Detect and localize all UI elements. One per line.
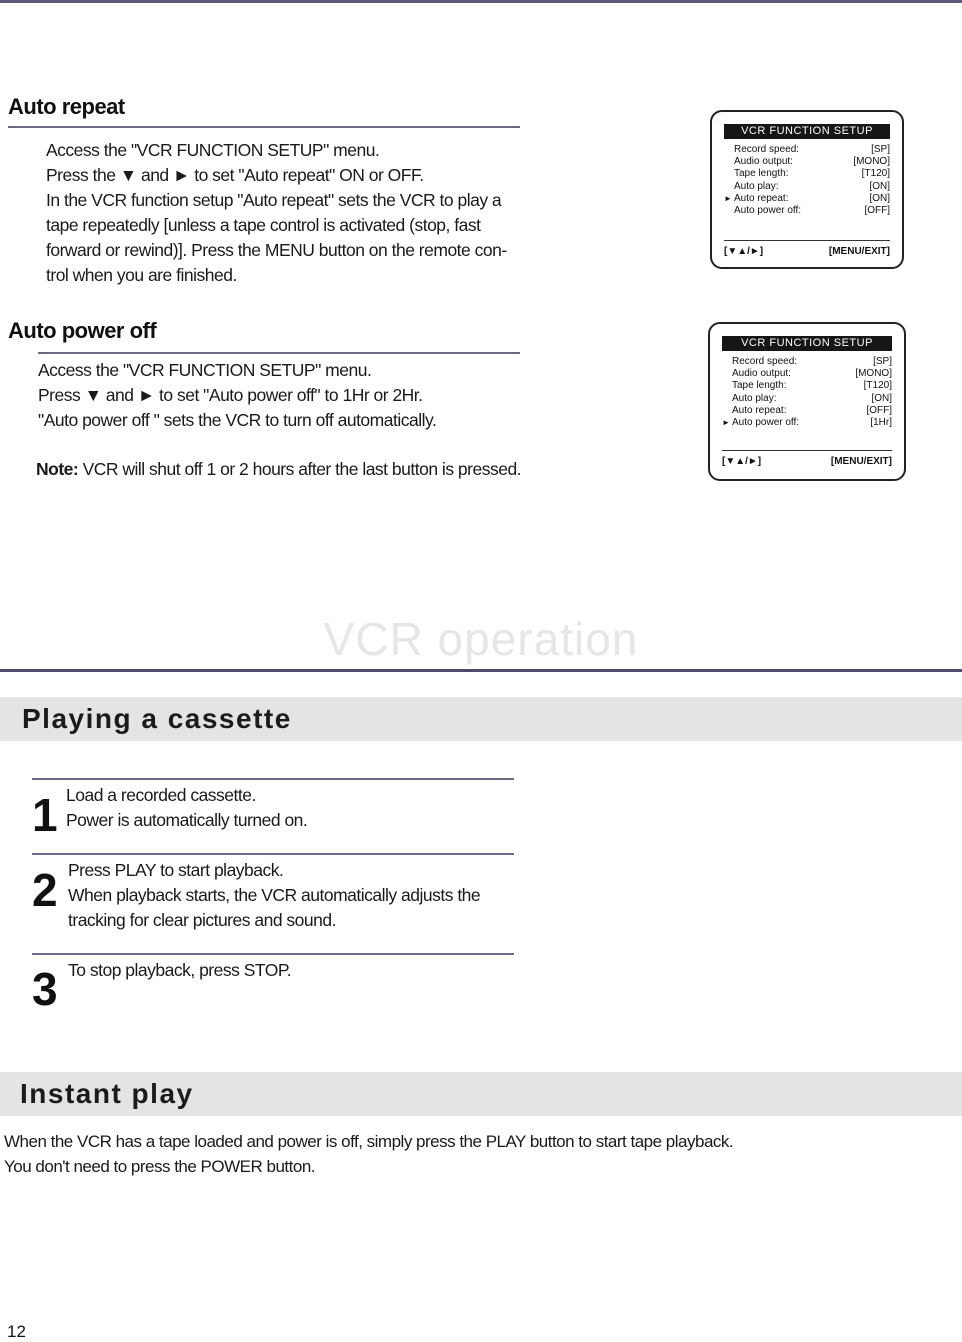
auto-repeat-heading: Auto repeat [8,94,125,119]
auto-repeat-line: In the VCR function setup "Auto repeat" sets the VCR to play a [46,190,502,210]
auto-power-off-line: "Auto power off " sets the VCR to turn off automatically. [38,410,437,430]
osd-row [724,193,890,205]
osd-row-value: [ON] [869,192,890,204]
page-number: 12 [7,1322,26,1341]
osd-row [722,380,892,392]
osd-row-label: Auto power off: [734,204,802,216]
osd-row [724,181,890,193]
step-text [68,858,480,933]
step-text [68,958,291,983]
instant-play-line: You don't need to press the POWER button. [4,1157,315,1176]
chapter-title: VCR operation [323,613,639,665]
osd-row-value: [T120] [861,168,890,180]
step-rule [32,953,514,955]
instant-play-body [4,1129,733,1179]
osd-row-label: Auto play: [734,180,779,192]
osd-row [722,356,892,368]
auto-power-off-line: Access the "VCR FUNCTION SETUP" menu. [38,360,372,380]
osd-row [722,368,892,380]
pointer-icon: ► [724,193,732,203]
note-text: VCR will shut off 1 or 2 hours after the last button is pressed. [78,459,522,479]
osd-title: VCR FUNCTION SETUP [722,336,892,351]
osd-rows [724,144,890,217]
step-line: Power is automatically turned on. [66,810,308,830]
osd-row-label: Tape length: [734,168,789,180]
osd-row-label: Auto repeat: [732,404,787,416]
osd-row [724,168,890,180]
osd-row-value: [OFF] [866,404,892,416]
pointer-icon: ► [722,417,730,427]
osd-row-label: Record speed: [734,144,800,155]
osd-row-label: Auto play: [732,392,777,404]
auto-repeat-line: forward or rewind)]. Press the MENU button on the remote con- [46,240,507,260]
osd-row-value: [1Hr] [870,416,892,428]
osd-exit-hint: [MENU/EXIT] [828,246,890,257]
step-number: 3 [32,963,58,1015]
step-line: When playback starts, the VCR automatically adjusts the [68,885,481,905]
auto-repeat-body [46,138,507,288]
step-number: 1 [32,789,58,841]
auto-repeat-line: tape repeatedly [unless a tape control is activated (stop, fast [46,215,481,235]
osd-row-value: [SP] [871,144,890,155]
osd-row-label: Audio output: [734,156,793,168]
auto-power-off-note [36,457,521,482]
osd-row [724,205,890,217]
step-line: To stop playback, press STOP. [68,960,292,980]
auto-repeat-line: trol when you are finished. [46,265,237,285]
osd-row-value: [OFF] [864,204,890,216]
osd-exit-hint: [MENU/EXIT] [830,456,892,467]
osd-row-label: Record speed: [732,356,798,367]
step-rule [32,778,514,780]
playing-title: Playing a cassette [22,703,292,734]
osd-separator [722,450,892,451]
osd-row-value: [MONO] [855,368,892,380]
note-label: Note: [36,459,79,479]
chapter-rule [0,669,962,672]
top-rule [0,0,962,3]
step-line: tracking for clear pictures and sound. [68,910,336,930]
osd-row [724,144,890,156]
osd-screen-auto-power-off [708,322,906,481]
osd-row-value: [SP] [873,356,892,367]
osd-row-label: Auto repeat: [734,192,789,204]
osd-title: VCR FUNCTION SETUP [724,124,890,139]
osd-row-value: [ON] [869,180,890,192]
step-line: Press PLAY to start playback. [68,860,284,880]
osd-nav-hint: [▼▲/►] [722,456,762,467]
osd-row-label: Tape length: [732,380,787,392]
osd-row-label: Audio output: [732,368,791,380]
osd-separator [724,240,890,241]
osd-row [722,393,892,405]
osd-row [724,156,890,168]
instant-play-line: When the VCR has a tape loaded and power is off, simply press the PLAY button to start tape playback. [4,1132,734,1151]
osd-row-value: [T120] [863,380,892,392]
osd-row-value: [MONO] [853,156,890,168]
step-number: 2 [32,864,58,916]
auto-repeat-line: Press the ▼ and ► to set "Auto repeat" ON or OFF. [46,165,424,185]
step-line: Load a recorded cassette. [66,785,256,805]
step-rule [32,853,514,855]
auto-power-off-heading: Auto power off [8,318,157,343]
auto-power-off-rule [38,352,520,354]
osd-screen-auto-repeat [710,110,904,269]
step-text [66,783,307,833]
auto-power-off-body [38,358,436,433]
instant-play-title: Instant play [20,1078,194,1109]
auto-repeat-line: Access the "VCR FUNCTION SETUP" menu. [46,140,380,160]
osd-row [722,417,892,429]
auto-repeat-rule [8,126,520,128]
osd-rows [722,356,892,429]
osd-nav-hint: [▼▲/►] [724,246,764,257]
osd-row-label: Auto power off: [732,416,800,428]
osd-row [722,405,892,417]
osd-row-value: [ON] [871,392,892,404]
auto-power-off-line: Press ▼ and ► to set "Auto power off" to 1Hr or 2Hr. [38,385,423,405]
